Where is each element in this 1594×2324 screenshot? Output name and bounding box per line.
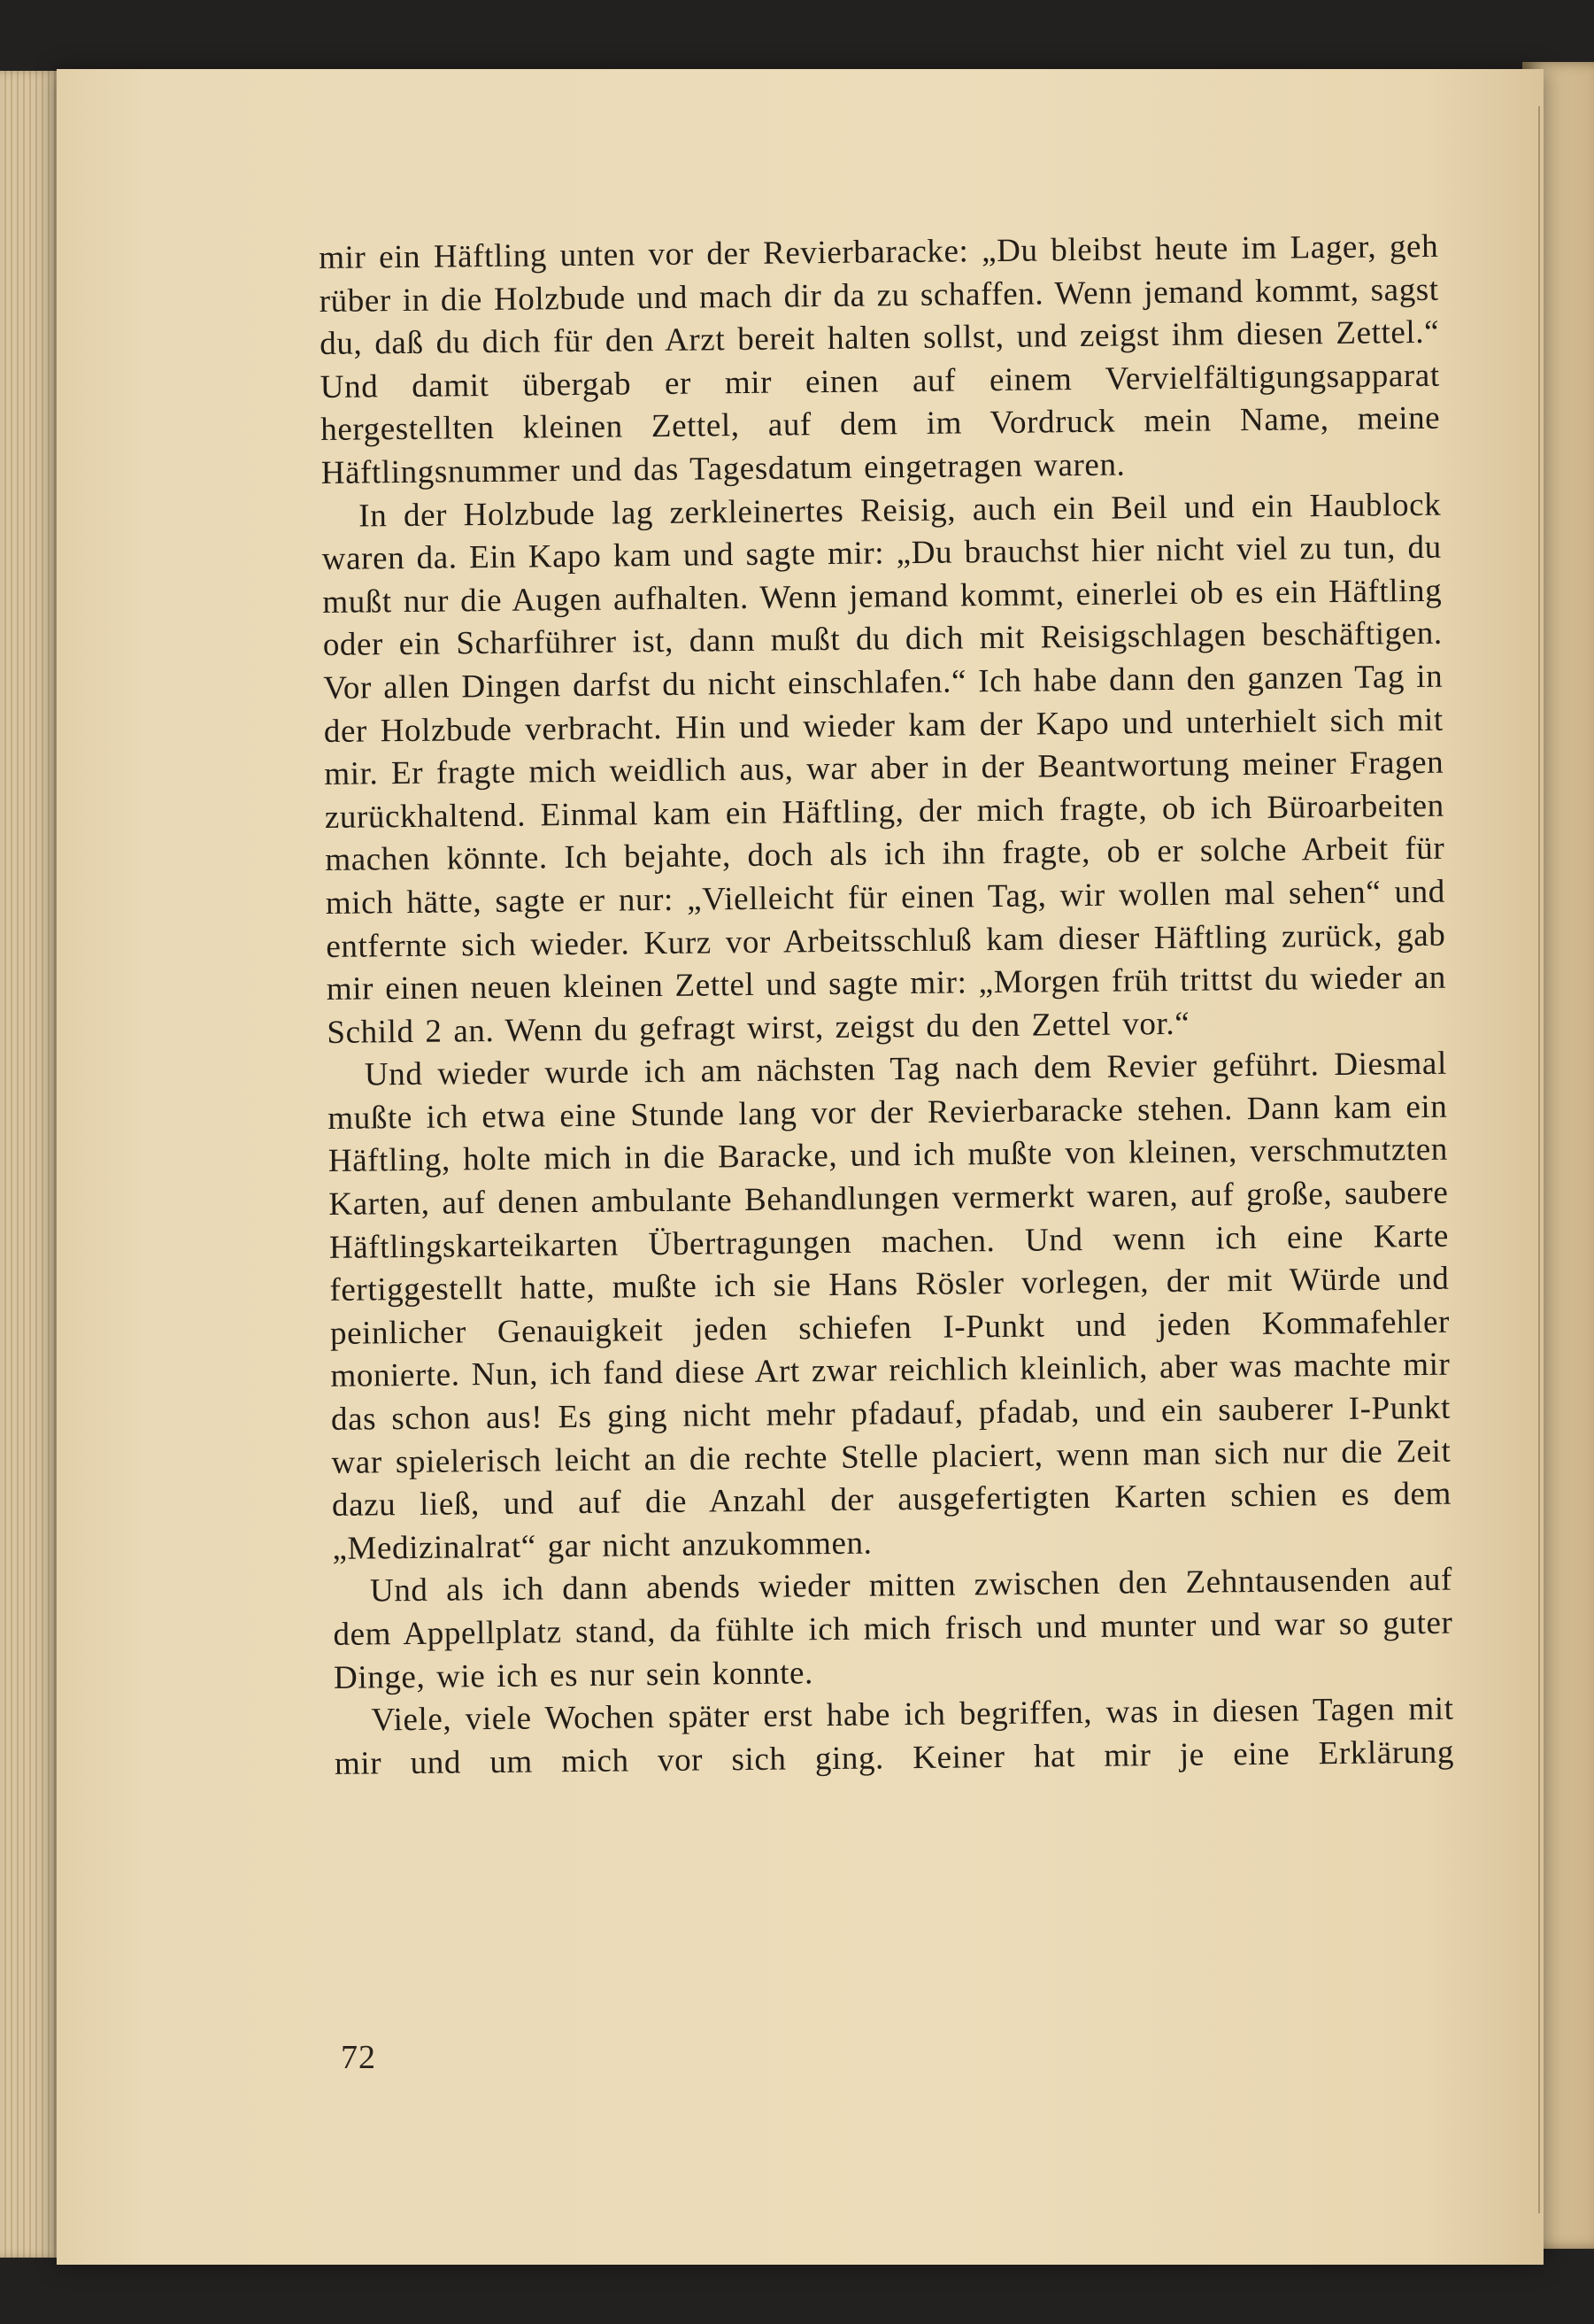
paragraph-3: Und wieder wurde ich am nächsten Tag nach dem Revier geführt. Diesmal mußte ich etwa eine Stunde lang vor der Revierbaracke stehen. Dann kam ein Häftling, holte mich in die Baracke, und ich mußte von kleinen, verschmutzten Karten, auf denen ambulante Behandlungen vermerkt waren, auf große, saubere Häftlingskarteikarten Übertragungen machen. Und wenn ich eine Karte fertiggestellt hatte, mußte ich sie Hans Rösler vorlegen, der mit Würde und peinlicher Genauigkeit jeden schiefen I-Punkt und jeden Kommafehler monierte. Nun, ich fand diese Art zwar reichlich kleinlich, aber was machte mir das schon aus! Es ging nicht mehr pfadauf, pfadab, und ein sauberer I-Punkt war spielerisch leicht an die rechte Stelle placiert, wenn man sich nur die Zeit dazu ließ, und auf die Anzahl der ausgefertigten Karten schien es dem „Medizinalrat“ gar nicht anzukommen.	[327, 1045, 1452, 1567]
paragraph-1: mir ein Häftling unten vor der Revierbaracke: „Du bleibst heute im Lager, geh rüber in die Holzbude und mach dir da zu schaffen. Wenn jemand kommt, sagst du, daß du dich für den Arzt bereit halten sollst, und zeigst ihm diesen Zettel.“ Und damit übergab er mir einen auf einem Vervielfältigungsapparat hergestellten kleinen Zettel, auf dem im Vordruck mein Name, meine Häftlingsnummer und das Tagesdatum eingetragen waren.	[319, 228, 1441, 491]
page-block-edges	[0, 71, 62, 2258]
paragraph-2: In der Holzbude lag zerkleinertes Reisig, auch ein Beil und ein Haublock waren da. Ein Kapo kam und sagte mir: „Du brauchst hier nicht viel zu tun, du mußt nur die Augen aufhalten. Wenn jemand kommt, einerlei ob es ein Häftling oder ein Scharführer ist, dann mußt du dich mit Reisigschlagen beschäftigen. Vor allen Dingen darfst du nicht einschlafen.“ Ich habe dann den ganzen Tag in der Holzbude verbracht. Hin und wieder kam der Kapo und unterhielt sich mit mir. Er fragte mich weidlich aus, war aber in der Beantwortung meiner Fragen zurückhaltend. Einmal kam ein Häftling, der mich fragte, ob ich Büroarbeiten machen könnte. Ich bejahte, doch als ich ihn fragte, ob er solche Arbeit für mich hätte, sagte er nur: „Vielleicht für einen Tag, wir wollen mal sehen“ und entfernte sich wieder. Kurz vor Arbeitsschluß kam dieser Häftling zurück, gab mir einen neuen kleinen Zettel und sagte mir: „Morgen früh trittst du wieder an Schild 2 an. Wenn du gefragt wirst, zeigst du den Zettel vor.“	[321, 486, 1447, 1051]
paragraph-4: Und als ich dann abends wieder mitten zwischen den Zehntausenden auf dem Appellplatz stand, da fühlte ich mich frisch und munter und war so guter Dinge, wie ich es nur sein konnte.	[333, 1562, 1453, 1696]
spine-shadow	[1538, 106, 1540, 2213]
page-number: 72	[341, 2039, 376, 2076]
body-text	[319, 226, 1454, 1787]
paragraph-5: Viele, viele Wochen später erst habe ich begriffen, was in diesen Tagen mit mir und um mich vor sich ging. Keiner hat mir je eine Erklärung	[334, 1690, 1455, 1782]
